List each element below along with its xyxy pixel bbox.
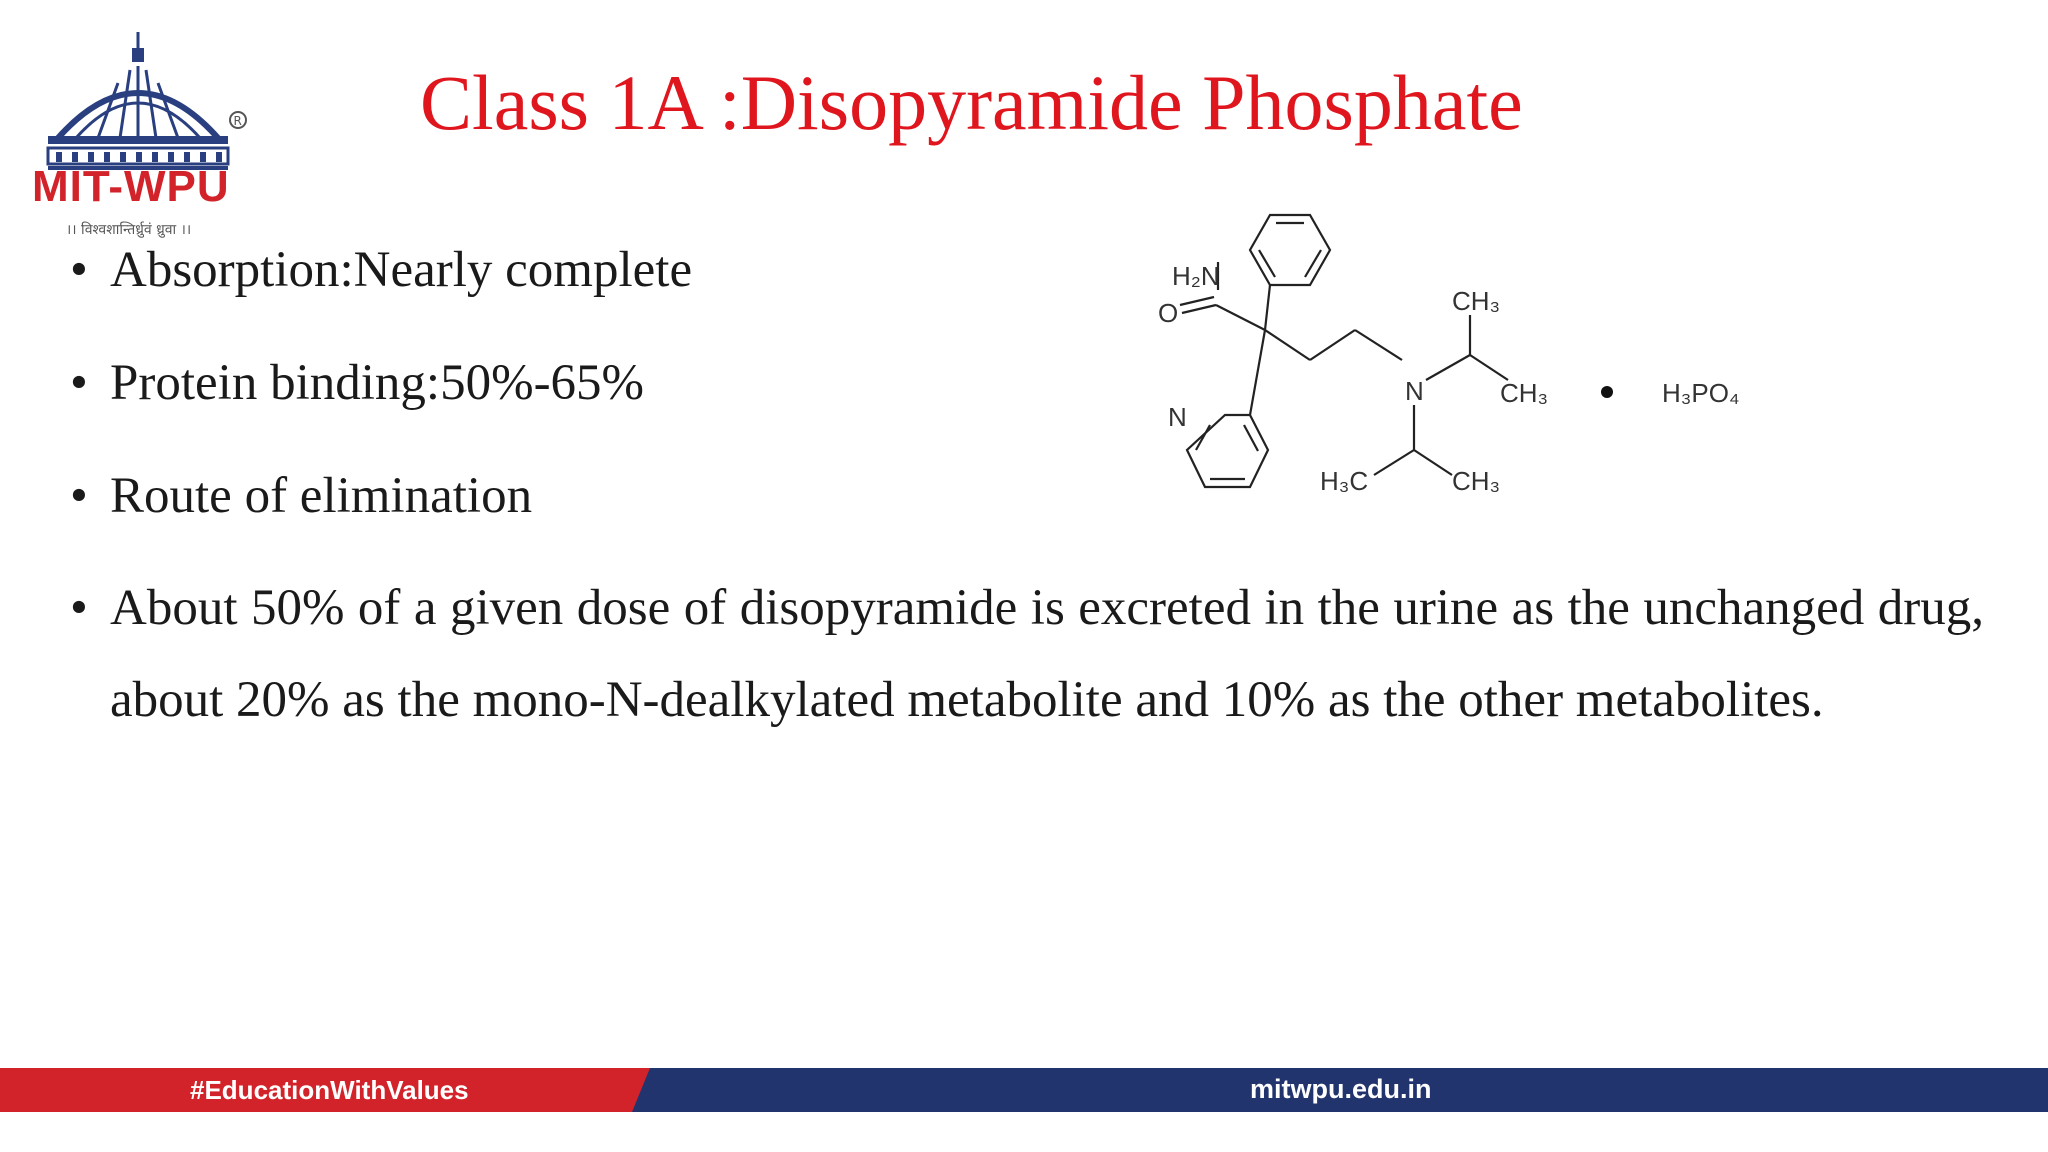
bullet-excretion [70,562,1984,746]
label-pyridine-n: N [1168,402,1187,432]
logo-wordmark: MIT-WPU [32,162,230,211]
footer-website-link[interactable]: mitwpu.edu.in [1250,1074,1432,1104]
bullet-text: Absorption:Nearly complete [110,242,693,298]
label-ch3-right: CH₃ [1500,378,1549,408]
bullet-protein-binding [70,353,644,413]
bullet-marker: • [70,242,88,298]
salt-dot-icon [1601,386,1613,398]
label-ch3-top: CH₃ [1452,286,1501,316]
label-amine-n: N [1405,376,1424,406]
label-amine: H₂N [1172,261,1220,291]
disopyramide-structure-diagram [1140,205,1780,525]
bullet-absorption [70,240,692,300]
bullet-marker: • [70,355,88,411]
logo-tagline: ।। विश्वशान्तिर्ध्रुवं ध्रुवा ।। [66,222,192,238]
label-phosphoric-acid: H₃PO₄ [1662,378,1740,408]
bullet-marker: • [70,580,88,636]
bullet-text: Protein binding:50%-65% [110,355,645,411]
bullet-route-of-elimination [70,466,532,526]
label-ch3-bottom: CH₃ [1452,466,1501,496]
label-oxygen: O [1158,298,1179,328]
bullet-text: About 50% of a given dose of disopyramide is excreted in the urine as the unchanged drug, about 20% as the mono-N-dealkylated metabolite and 10% as the other metabolites. [110,580,1984,728]
svg-text:R: R [233,114,242,128]
label-h3c-bottom: H₃C [1320,466,1369,496]
slide-title: Class 1A :Disopyramide Phosphate [420,59,1523,146]
bullet-text: Route of elimination [110,468,533,524]
footer-hashtag: #EducationWithValues [190,1075,469,1105]
bullet-marker: • [70,468,88,524]
